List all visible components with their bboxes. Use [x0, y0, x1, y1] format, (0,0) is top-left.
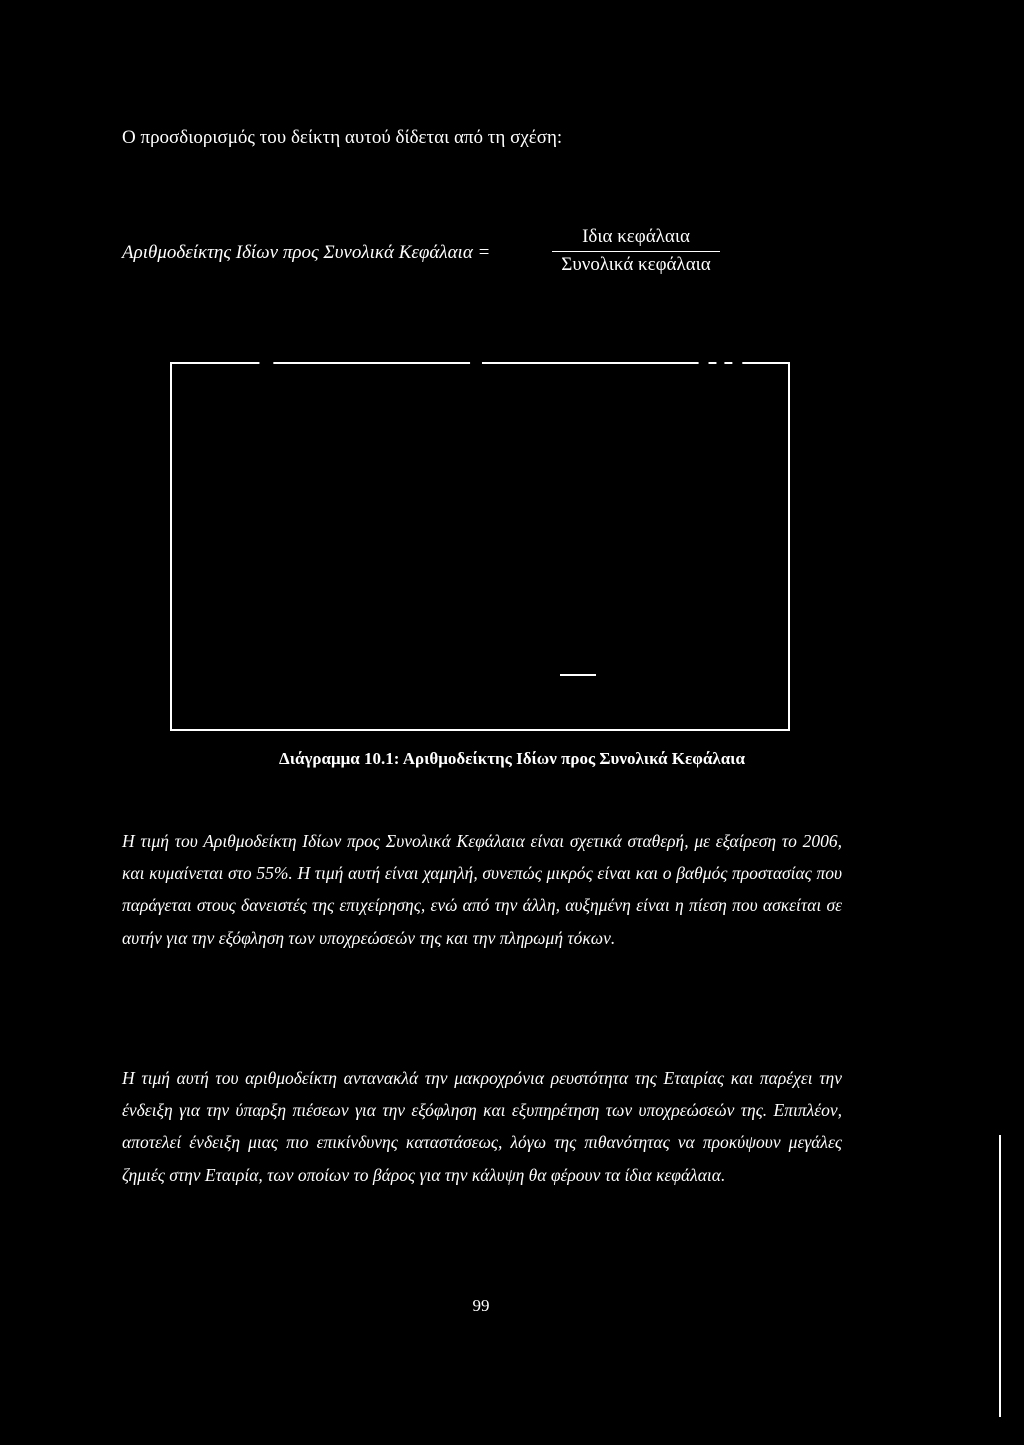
chart-frame: [170, 362, 790, 731]
chart-frame-top-border: [172, 362, 788, 364]
intro-text: Ο προσδιορισμός του δείκτη αυτού δίδεται από τη σχέση:: [122, 127, 563, 148]
page-number: 99: [472, 1296, 490, 1315]
formula-numerator: Ιδια κεφάλαια: [552, 226, 720, 252]
margin-rule: [999, 1135, 1001, 1417]
chart-legend-line: [560, 674, 596, 676]
body-paragraph-1: Η τιμή του Αριθμοδείκτη Ιδίων προς Συνολικά Κεφάλαια είναι σχετικά σταθερή, με εξαίρεση το 2006, και κυμαίνεται στο 55%. Η τιμή αυτή είναι χαμηλή, συνεπώς μικρός είναι και ο βαθμός προστασίας που παράγεται στους δανειστές της επιχείρησης, ενώ από την άλλη, αυξημένη είναι η πίεση που ασκείται σε αυτήν για την εξόφληση των υποχρεώσεών της και την πληρωμή τόκων.: [122, 831, 842, 948]
formula-denominator: Συνολικά κεφάλαια: [561, 254, 711, 275]
ratio-formula: [122, 226, 742, 286]
formula-fraction: [552, 226, 720, 276]
formula-lhs: Αριθμοδείκτης Ιδίων προς Συνολικά Κεφάλαια =: [122, 242, 491, 263]
chart-caption: Διάγραμμα 10.1: Αριθμοδείκτης Ιδίων προς Συνολικά Κεφάλαια: [279, 749, 745, 768]
body-paragraph-2: Η τιμή αυτή του αριθμοδείκτη αντανακλά την μακροχρόνια ρευστότητα της Εταιρίας και παρέχει την ένδειξη για την ύπαρξη πιέσεων για την εξόφληση και εξυπηρέτηση των υποχρεώσεών της. Επιπλέον, αποτελεί ένδειξη μιας πιο επικίνδυνης καταστάσεως, λόγω της πιθανότητας να προκύψουν μεγάλες ζημιές στην Εταιρία, των οποίων το βάρος για την κάλυψη θα φέρουν τα ίδια κεφάλαια.: [122, 1068, 842, 1185]
